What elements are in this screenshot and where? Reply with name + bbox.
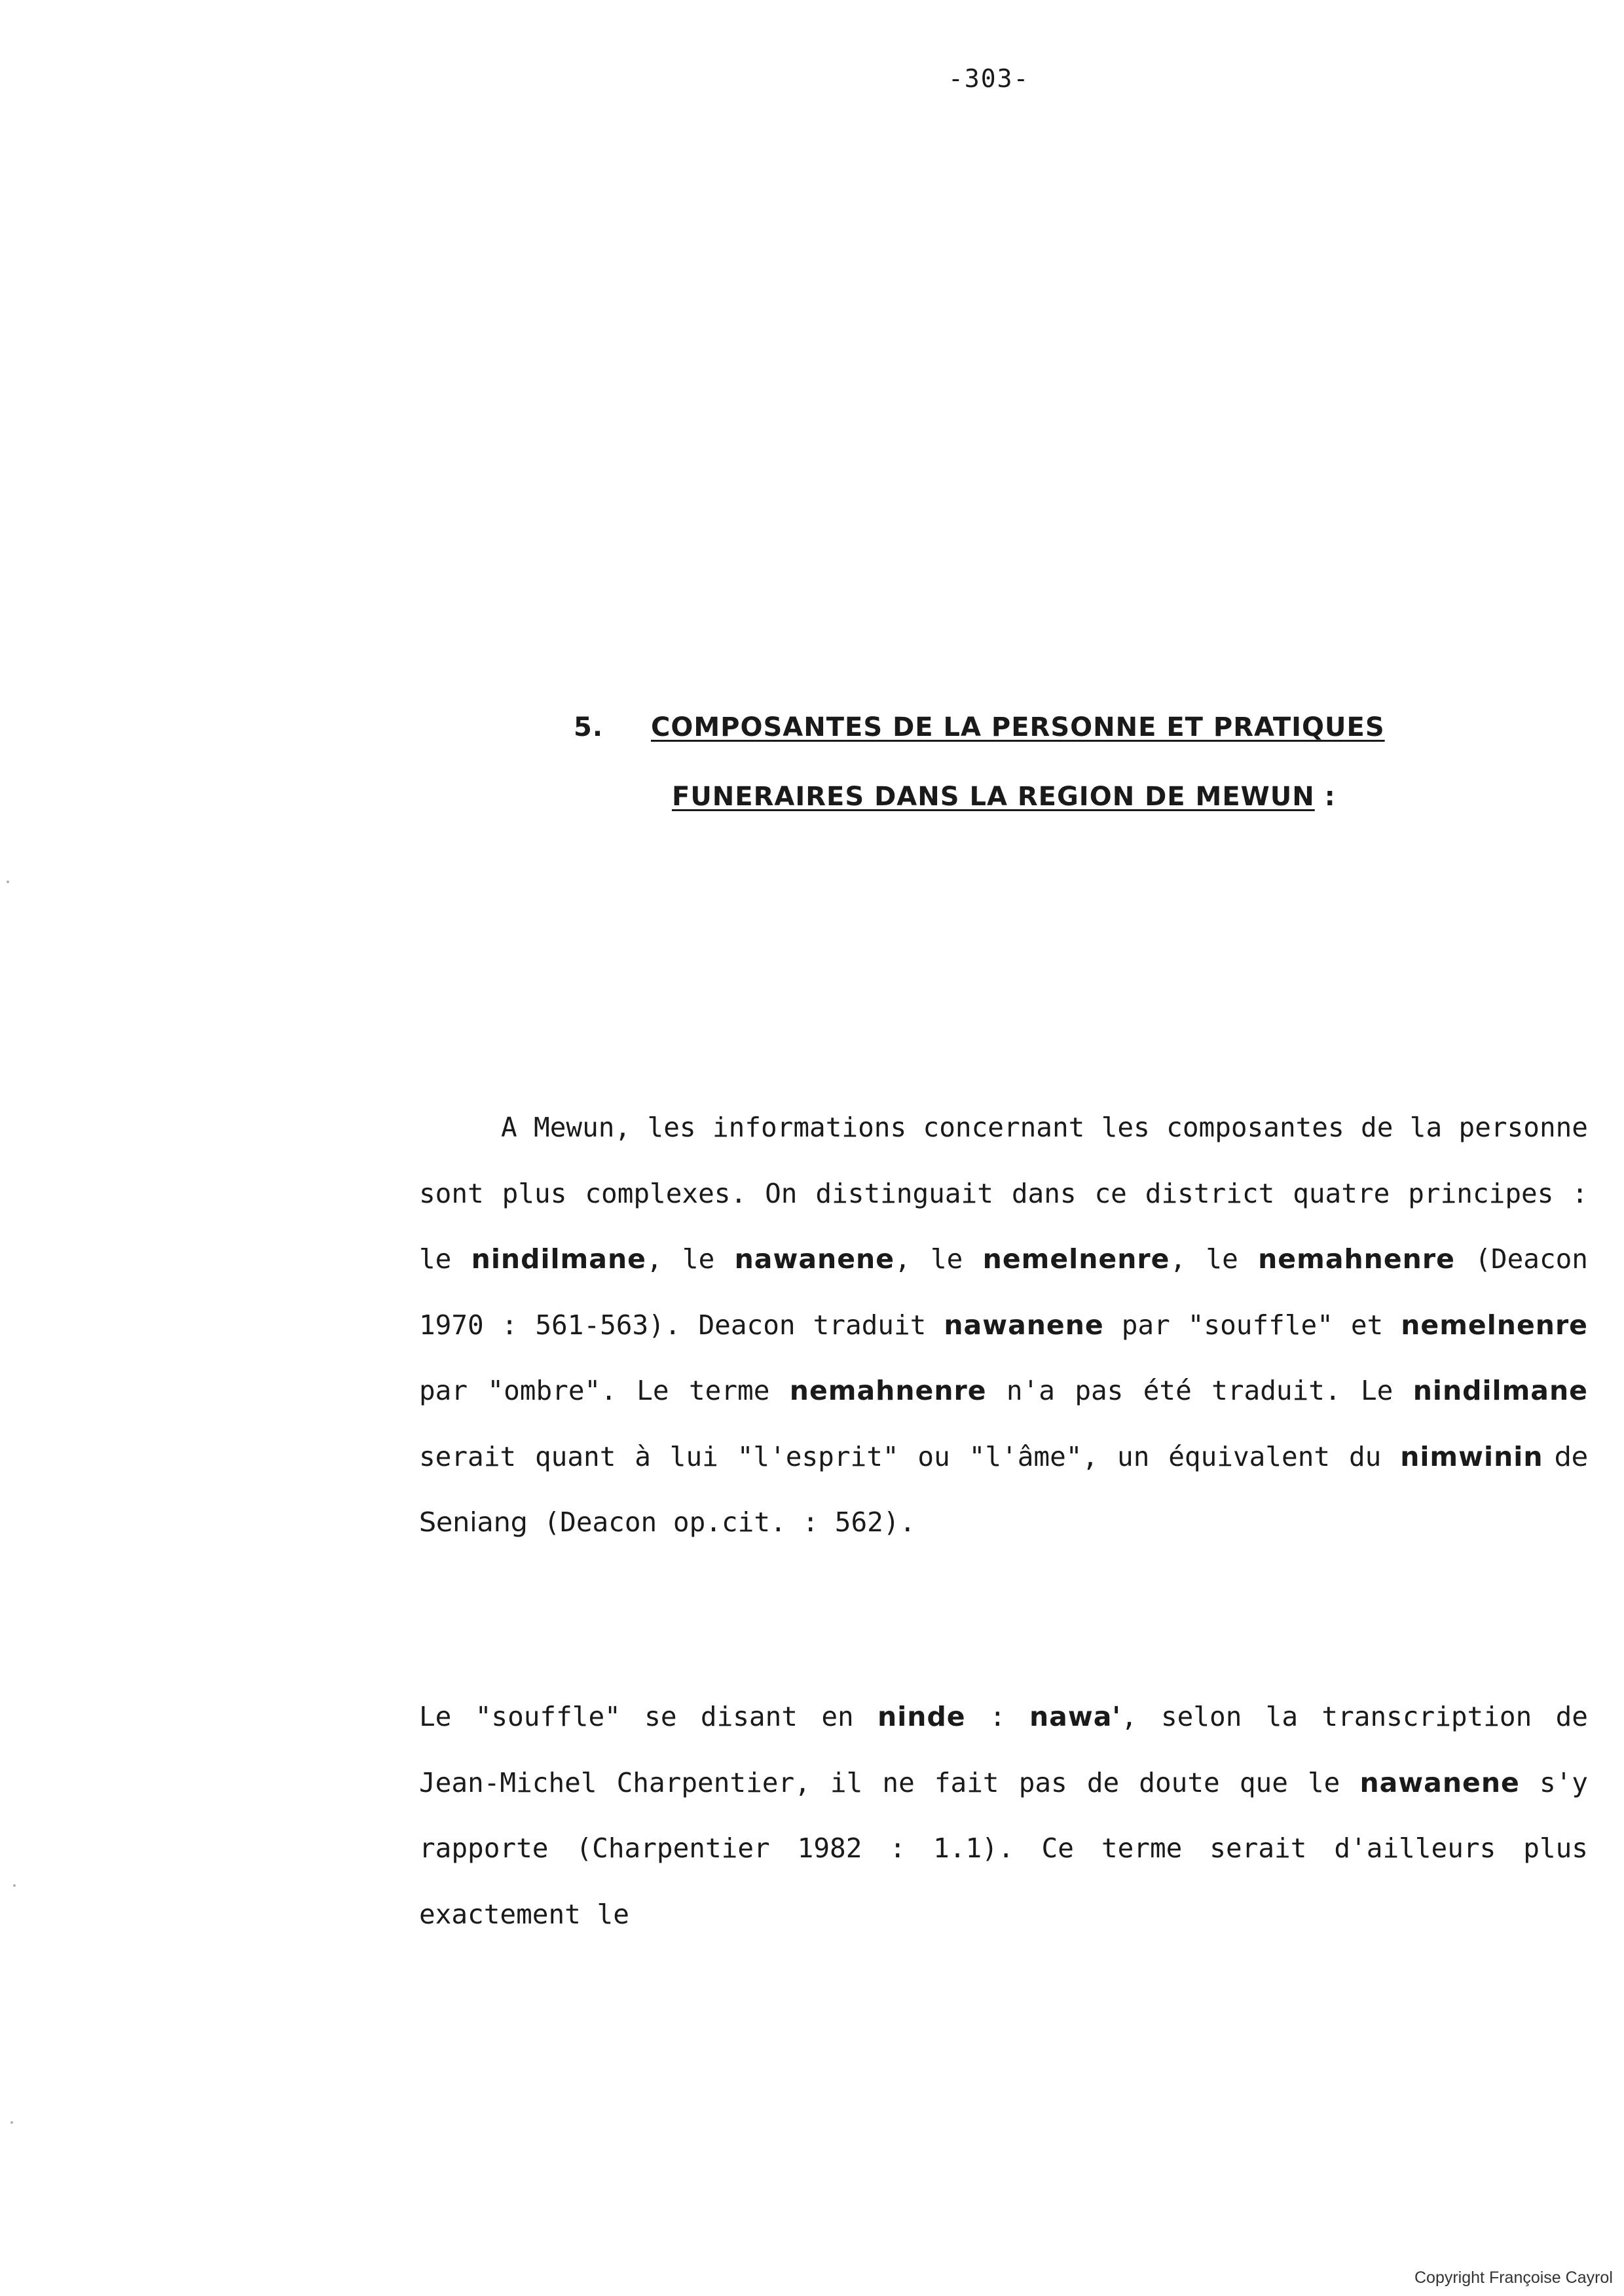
- p2-term: ninde: [877, 1701, 966, 1732]
- p1-text: A Mewun, les informations concernant les composantes de la personne sont plus complexes. On distinguait dans ce district quatre principes : le: [419, 1112, 1588, 1275]
- p1-term: nemelnenre: [982, 1243, 1170, 1275]
- p1-term: nawanene: [734, 1243, 895, 1275]
- section-number: 5.: [574, 712, 604, 742]
- section-title-line-2: [672, 782, 1336, 812]
- p1-term: nimwinin: [1400, 1440, 1543, 1472]
- p1-term: nindilmane: [1412, 1375, 1588, 1406]
- p2-term: nawanene: [1359, 1766, 1520, 1798]
- scan-speck: [10, 2121, 13, 2124]
- p1-text: par "ombre". Le terme: [419, 1375, 790, 1406]
- p1-text: serait quant à lui "l'esprit" ou "l'âme", un équivalent du: [419, 1440, 1401, 1472]
- section-title-line-2-text: FUNERAIRES DANS LA REGION DE MEWUN: [672, 782, 1315, 812]
- p1-text: , le: [895, 1243, 983, 1275]
- section-title-line-1: COMPOSANTES DE LA PERSONNE ET PRATIQUES: [651, 712, 1385, 742]
- p1-term: nemahnenre: [789, 1375, 987, 1406]
- p1-term: nawanene: [944, 1309, 1104, 1341]
- p2-text: s'y rapporte (Charpentier 1982 : 1.1). Ce terme serait d'ailleurs plus exactement le: [419, 1766, 1588, 1930]
- scan-speck: [7, 881, 9, 883]
- section-title-colon: :: [1314, 782, 1336, 812]
- p1-text: de Seniang: [419, 1440, 1588, 1538]
- p1-text: , le: [646, 1243, 735, 1275]
- p1-text: (Deacon 1970 : 561-563). Deacon traduit: [419, 1243, 1588, 1341]
- p1-term: nemelnenre: [1401, 1309, 1588, 1341]
- p1-term: nemahnenre: [1258, 1243, 1455, 1275]
- page-number: -303-: [948, 64, 1030, 93]
- p2-text: Le "souffle" se disant en: [419, 1701, 878, 1732]
- p2-term: nawa': [1029, 1701, 1121, 1732]
- p1-text: (Deacon op.cit. : 562).: [527, 1506, 916, 1538]
- p2-text: :: [965, 1701, 1029, 1732]
- p2-text: , selon la transcription de Jean-Michel Charpentier, il ne fait pas de doute que le: [419, 1701, 1588, 1798]
- scan-speck: [13, 1884, 16, 1887]
- p1-text: , le: [1170, 1243, 1259, 1275]
- p1-term: nindilmane: [471, 1243, 646, 1275]
- p1-text: n'a pas été traduit. Le: [986, 1375, 1413, 1406]
- p1-text: par "souffle" et: [1103, 1309, 1401, 1341]
- paragraph-2: [419, 1684, 1588, 1947]
- paragraph-1: [419, 1095, 1588, 1556]
- copyright-notice: Copyright Françoise Cayrol: [1414, 2269, 1613, 2287]
